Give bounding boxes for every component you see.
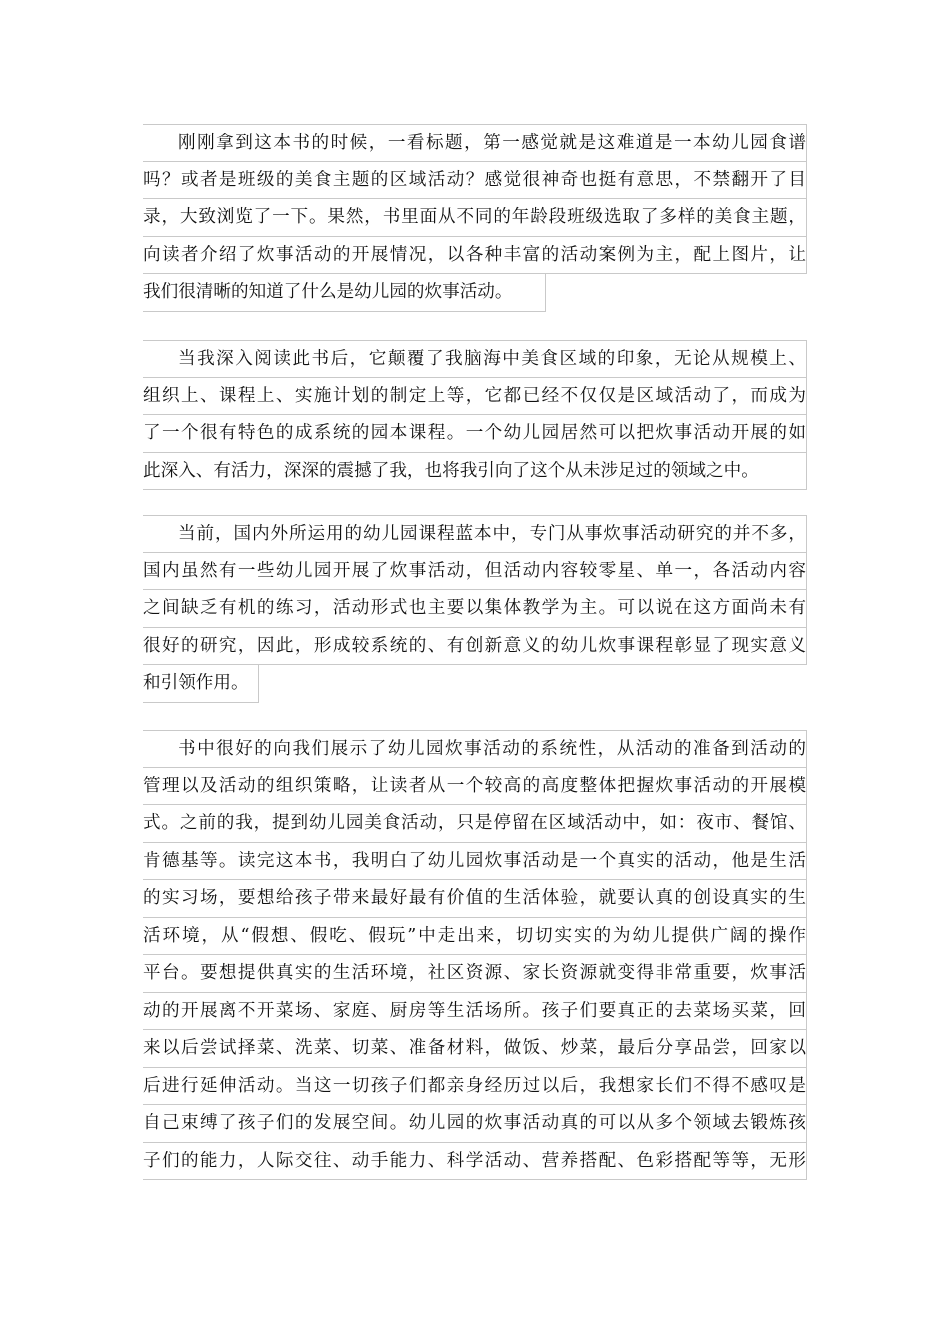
text-line: 式。之前的我，提到幼儿园美食活动，只是停留在区域活动中，如：夜市、餐馆、 <box>143 805 807 843</box>
text-line: 当前，国内外所运用的幼儿园课程蓝本中，专门从事炊事活动研究的并不多， <box>143 515 807 553</box>
paragraph-4 <box>143 730 807 1180</box>
text-line: 肯德基等。读完这本书，我明白了幼儿园炊事活动是一个真实的活动，他是生活 <box>143 843 807 881</box>
text-line: 我们很清晰的知道了什么是幼儿园的炊事活动。 <box>143 274 546 312</box>
text-line: 很好的研究，因此，形成较系统的、有创新意义的幼儿炊事课程彰显了现实意义 <box>143 628 807 666</box>
text-line: 来以后尝试择菜、洗菜、切菜、准备材料，做饭、炒菜，最后分享品尝，回家以 <box>143 1030 807 1068</box>
text-line: 此深入、有活力，深深的震撼了我，也将我引向了这个从未涉足过的领域之中。 <box>143 453 807 491</box>
text-line: 管理以及活动的组织策略，让读者从一个较高的高度整体把握炊事活动的开展模 <box>143 768 807 806</box>
paragraph-2 <box>143 340 807 490</box>
paragraph-3 <box>143 515 807 703</box>
text-line: 和引领作用。 <box>143 665 259 703</box>
text-line: 动的开展离不开菜场、家庭、厨房等生活场所。孩子们要真正的去菜场买菜，回 <box>143 993 807 1031</box>
text-line: 平台。要想提供真实的生活环境，社区资源、家长资源就变得非常重要，炊事活 <box>143 955 807 993</box>
text-line: 自己束缚了孩子们的发展空间。幼儿园的炊事活动真的可以从多个领域去锻炼孩 <box>143 1105 807 1143</box>
text-line: 刚刚拿到这本书的时候，一看标题，第一感觉就是这难道是一本幼儿园食谱 <box>143 124 807 162</box>
text-line: 之间缺乏有机的练习，活动形式也主要以集体教学为主。可以说在这方面尚未有 <box>143 590 807 628</box>
paragraph-1 <box>143 124 807 312</box>
text-line: 书中很好的向我们展示了幼儿园炊事活动的系统性，从活动的准备到活动的 <box>143 730 807 768</box>
text-line: 录，大致浏览了一下。果然，书里面从不同的年龄段班级选取了多样的美食主题， <box>143 199 807 237</box>
text-line: 当我深入阅读此书后，它颠覆了我脑海中美食区域的印象，无论从规模上、 <box>143 340 807 378</box>
text-line: 后进行延伸活动。当这一切孩子们都亲身经历过以后，我想家长们不得不感叹是 <box>143 1068 807 1106</box>
text-line: 的实习场，要想给孩子带来最好最有价值的生活体验，就要认真的创设真实的生 <box>143 880 807 918</box>
text-line: 国内虽然有一些幼儿园开展了炊事活动，但活动内容较零星、单一，各活动内容 <box>143 553 807 591</box>
text-line: 向读者介绍了炊事活动的开展情况，以各种丰富的活动案例为主，配上图片，让 <box>143 237 807 275</box>
text-line: 吗？或者是班级的美食主题的区域活动？感觉很神奇也挺有意思，不禁翻开了目 <box>143 162 807 200</box>
text-line: 了一个很有特色的成系统的园本课程。一个幼儿园居然可以把炊事活动开展的如 <box>143 415 807 453</box>
text-line: 活环境，从“假想、假吃、假玩”中走出来，切切实实的为幼儿提供广阔的操作 <box>143 918 807 956</box>
text-line: 子们的能力，人际交往、动手能力、科学活动、营养搭配、色彩搭配等等，无形 <box>143 1143 807 1181</box>
text-line: 组织上、课程上、实施计划的制定上等，它都已经不仅仅是区域活动了，而成为 <box>143 378 807 416</box>
